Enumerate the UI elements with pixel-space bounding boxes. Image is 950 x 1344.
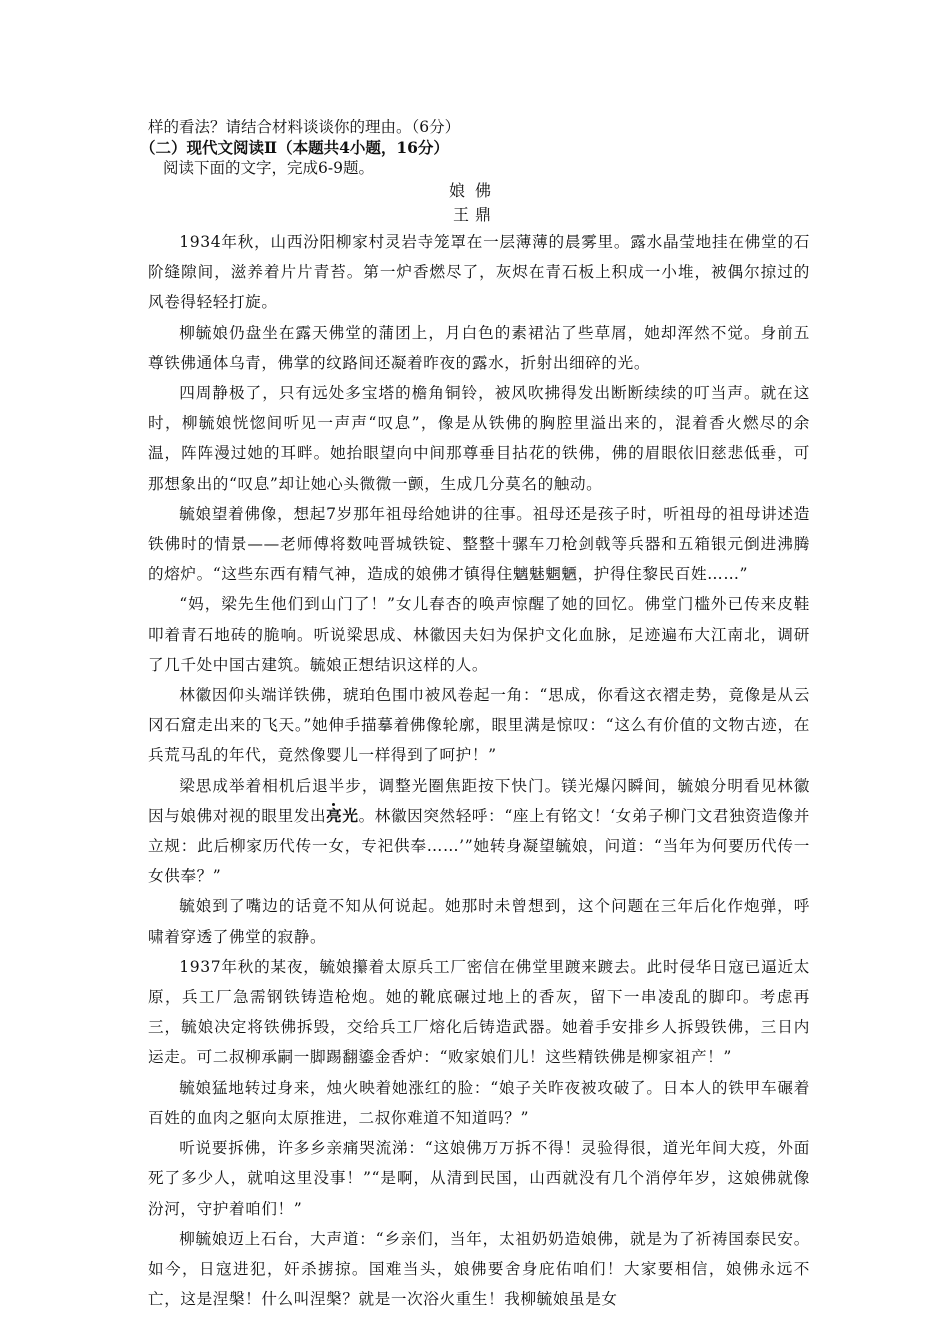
paragraph-3: 四周静极了，只有远处多宝塔的檐角铜铃，被风吹拂得发出断断续续的叮当声。就在这时，柳毓娘恍惚间听见一声声“叹息”，像是从铁佛的胸腔里溢出来的，混着香火燃尽的余温，阵阵漫过她的耳畔。她抬眼望向中间那尊垂目拈花的铁佛，佛的眉眼依旧慈悲低垂，可那想象出的“叹息”却让她心头微微一颤，生成几分莫名的触动。 (148, 384, 810, 493)
paragraph-2: 柳毓娘仍盘坐在露天佛堂的蒲团上，月白色的素裙沾了些草屑，她却浑然不觉。身前五尊铁佛通体乌青，佛掌的纹路间还凝着昨夜的露水，折射出细碎的光。 (148, 323, 810, 372)
paragraph-7-part-b: 。林徽因突然轻呼：“座上有铭文！‘女弟子柳门文君独资造像并立规：此后柳家历代传一女，专祀供奉……’”她转身凝望毓娘，问道：“当年为何要历代传一女供奉？” (148, 806, 810, 886)
paragraph-9: 1937年秋的某夜，毓娘攥着太原兵工厂密信在佛堂里踱来踱去。此时侵华日寇已逼近太原，兵工厂急需钢铁铸造枪炮。她的靴底碾过地上的香灰，留下一串凌乱的脚印。考虑再三，毓娘决定将铁佛拆毁，交给兵工厂熔化后铸造武器。她着手安排乡人拆毁铁佛，三日内运走。可二叔柳承嗣一脚踢翻鎏金香炉：“败家娘们儿！这些精铁佛是柳家祖产！” (148, 957, 810, 1067)
emphasized-word (326, 806, 358, 825)
section-heading: （二）现代文阅读Ⅱ（本题共4小题，16分） (140, 138, 449, 157)
story-body (148, 227, 810, 1314)
paragraph-4: 毓娘望着佛像，想起7岁那年祖母给她讲的往事。祖母还是孩子时，听祖母的祖母讲述造铁佛时的情景——老师傅将数吨晋城铁锭、整整十骡车刀枪剑戟等兵器和五箱银元倒进沸腾的熔炉。“这些东西有精气神，造成的娘佛才镇得住魑魅魍魉，护得住黎民百姓……” (148, 504, 810, 584)
story-title: 娘佛 (448, 181, 501, 200)
paragraph-11: 听说要拆佛，许多乡亲痛哭流涕：“这娘佛万万拆不得！灵验得很，道光年间大疫，外面死了多少人，就咱这里没事！”“是啊，从清到民国，山西就没有几个消停年岁，这娘佛就像汾河，守护着咱们！” (148, 1139, 810, 1218)
emphasis-dot-char: 亮 (326, 805, 343, 825)
paragraph-12: 柳毓娘迈上石台，大声道：“乡亲们，当年，太祖奶奶造娘佛，就是为了祈祷国泰民安。如今，日寇进犯，奸杀掳掠。国难当头，娘佛要舍身庇佑咱们！大家要相信，娘佛永远不亡，这是涅槃！什么叫涅槃？就是一次浴火重生！我柳毓娘虽是女 (148, 1229, 810, 1309)
paragraph-10: 毓娘猛地转过身来，烛火映着她涨红的脸：“娘子关昨夜被攻破了。日本人的铁甲车碾着百姓的血肉之躯向太原推进，二叔你难道不知道吗？” (148, 1078, 810, 1127)
paragraph-5: “妈，梁先生他们到山门了！”女儿春杏的唤声惊醒了她的回忆。佛堂门槛外已传来皮鞋叩着青石地砖的脆响。听说梁思成、林徽因夫妇为保护文化血脉，足迹遍布大江南北，调研了几千处中国古建筑。毓娘正想结识这样的人。 (148, 595, 810, 674)
paragraph-1: 1934年秋，山西汾阳柳家村灵岩寺笼罩在一层薄薄的晨雾里。露水晶莹地挂在佛堂的石阶缝隙间，滋养着片片青苔。第一炉香燃尽了，灰烬在青石板上积成一小堆，被偶尔掠过的风卷得轻轻打旋。 (148, 233, 810, 312)
question-tail-line: 样的看法？请结合材料谈谈你的理由。（6分） (148, 118, 461, 136)
paragraph-8: 毓娘到了嘴边的话竟不知从何说起。她那时未曾想到，这个问题在三年后化作炮弹，呼啸着穿透了佛堂的寂静。 (148, 897, 810, 946)
paragraph-7 (148, 771, 810, 892)
story-author: 王鼎 (452, 205, 497, 224)
section-instruction: 阅读下面的文字，完成6-9题。 (163, 159, 374, 177)
paragraph-7-part-a: 梁思成举着相机后退半步，调整光圈焦距按下快门。镁光爆闪瞬间，毓娘分明看见林徽因与娘佛对视的眼里发出 (148, 776, 810, 825)
paragraph-6: 林徽因仰头端详铁佛，琥珀色围巾被风卷起一角：“思成，你看这衣褶走势，竟像是从云冈石窟走出来的飞天。”她伸手描摹着佛像轮廓，眼里满是惊叹：“这么有价值的文物古迹，在兵荒马乱的年代，竟然像婴儿一样得到了呵护！” (148, 686, 810, 765)
emphasized-word-rest: 光 (342, 805, 359, 825)
